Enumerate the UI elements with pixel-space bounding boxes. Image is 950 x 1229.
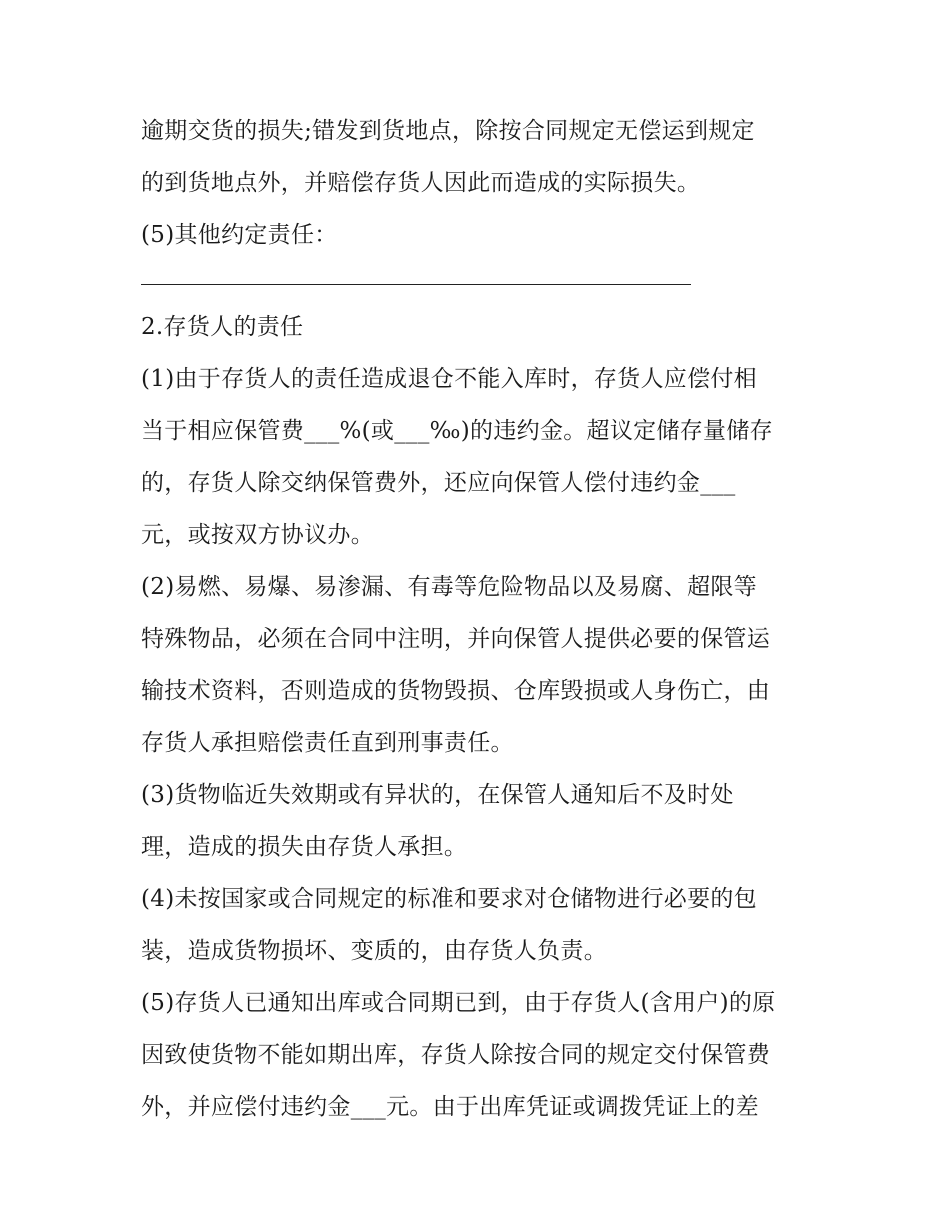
text-line: 逾期交货的损失;错发到货地点，除按合同规定无偿运到规定 [141,118,755,144]
text-line: 的到货地点外，并赔偿存货人因此而造成的实际损失。 [141,170,701,196]
text-line: 理，造成的损失由存货人承担。 [141,834,468,860]
text-line: 的，存货人除交纳保管费外，还应向保管人偿付违约金___ [141,470,736,496]
text-line: 装，造成货物损坏、变质的，由存货人负责。 [141,938,607,964]
text-line: (5)存货人已通知出库或合同期已到，由于存货人(含用户)的原 [141,990,776,1016]
text-line: 因致使货物不能如期出库，存货人除按合同的规定交付保管费 [141,1042,771,1068]
text-line: 元，或按双方协议办。 [141,522,374,548]
text-line: 外，并应偿付违约金___元。由于出库凭证或调拨凭证上的差 [141,1094,759,1120]
section-heading: 2.存货人的责任 [141,314,304,340]
text-line: (5)其他约定责任： [141,222,338,248]
fill-in-blank-line [141,284,691,285]
text-line: 存货人承担赔偿责任直到刑事责任。 [141,730,514,756]
text-line: 特殊物品，必须在合同中注明，并向保管人提供必要的保管运 [141,626,771,652]
text-line: 输技术资料，否则造成的货物毁损、仓库毁损或人身伤亡，由 [141,678,771,704]
text-line: (2)易燃、易爆、易渗漏、有毒等危险物品以及易腐、超限等 [141,574,757,600]
text-line: (3)货物临近失效期或有异状的，在保管人通知后不及时处 [141,782,734,808]
text-line: 当于相应保管费___%(或___‰)的违约金。超议定储存量储存 [141,418,773,444]
text-line: (1)由于存货人的责任造成退仓不能入库时，存货人应偿付相 [141,366,757,392]
text-line: (4)未按国家或合同规定的标准和要求对仓储物进行必要的包 [141,886,757,912]
